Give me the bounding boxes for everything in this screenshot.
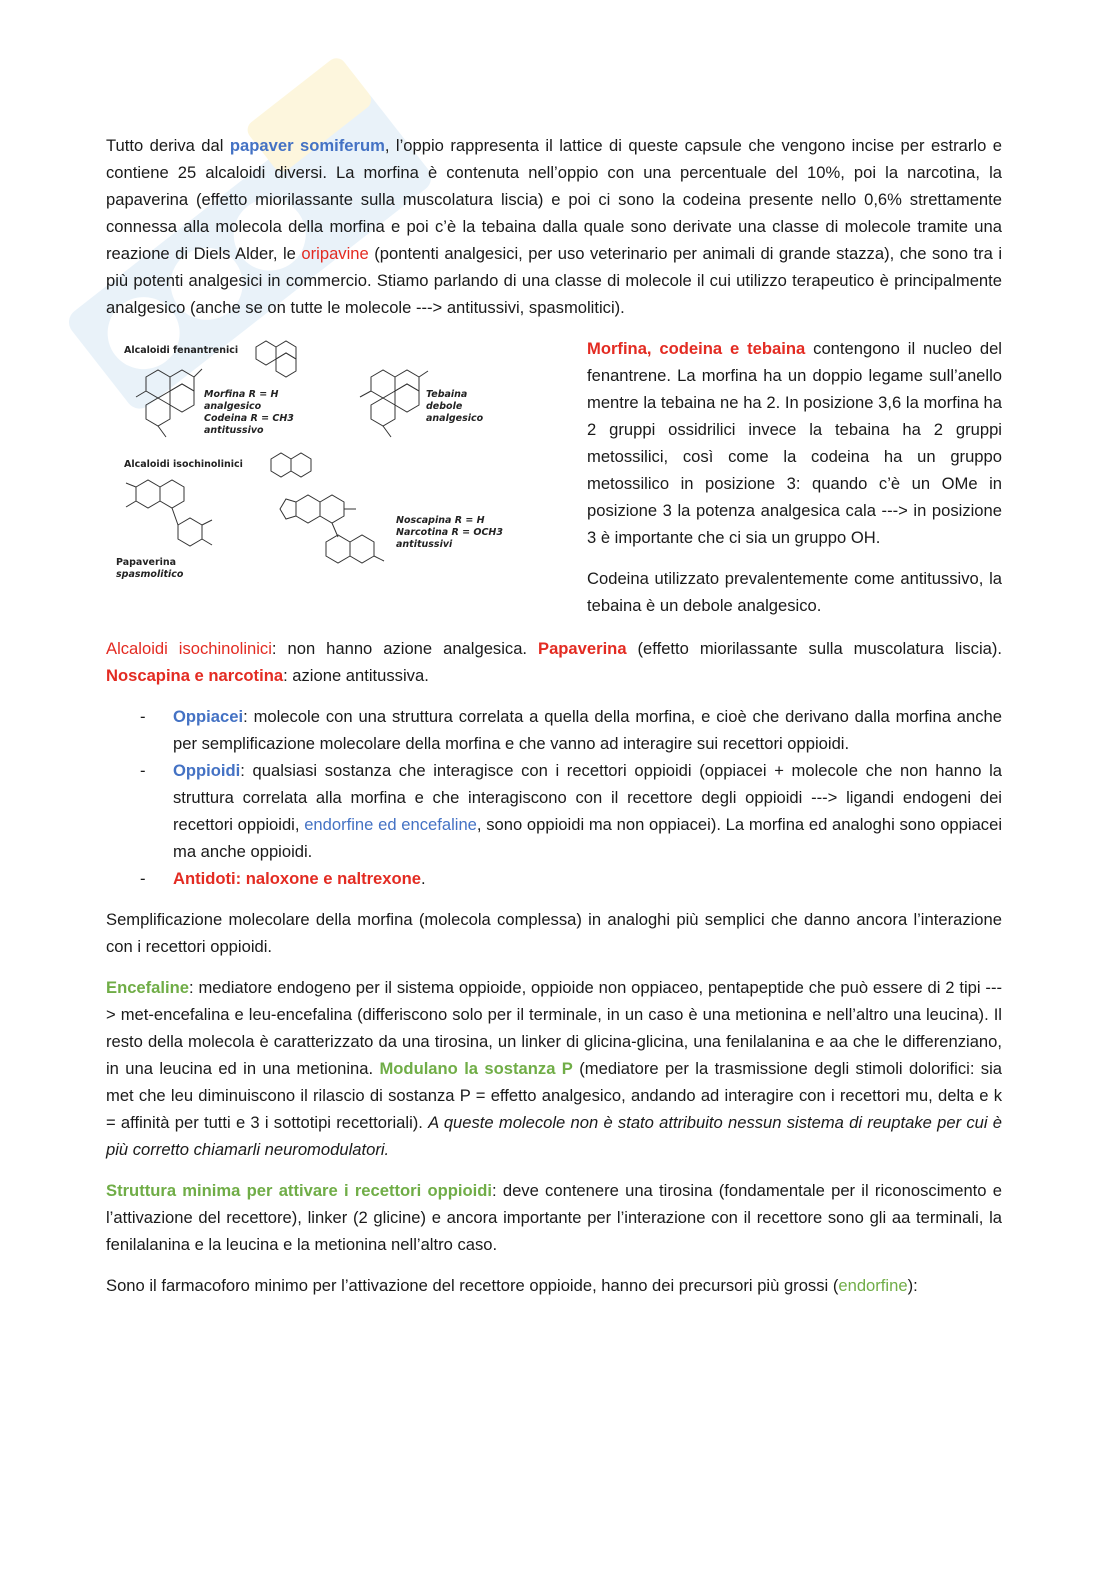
side-paragraph-1 (587, 335, 1002, 551)
encefaline-paragraph (106, 974, 1002, 1163)
text-run: Sono il farmacoforo minimo per l’attivazione del recettore oppioide, hanno dei precursori più grossi ( (106, 1276, 839, 1295)
pharmacophore-paragraph (106, 1272, 1002, 1299)
list-item (106, 703, 1002, 757)
label-morfina: Morfina R = H (204, 389, 279, 400)
label-narcotina: Narcotina R = OCH3 (396, 527, 503, 538)
text-run: ): (907, 1276, 918, 1295)
term-oppioidi: Oppioidi (173, 761, 241, 780)
text-run: : molecole con una struttura correlata a quella della morfina, e cioè che derivano dalla morfina anche per semplificazione molecolare della morfina e che vanno ad interagire sui recettori oppioidi. (173, 707, 1002, 753)
term-encefaline: Encefaline (106, 978, 190, 997)
label-antitussivi: antitussivi (396, 539, 453, 550)
alkaloid-structures-drawing (106, 337, 546, 587)
term-papaver: papaver somiferum (229, 136, 385, 155)
dash-bullet: - (140, 869, 146, 888)
label-papaverina: Papaverina (116, 557, 177, 568)
label-noscapina: Noscapina R = H (396, 515, 485, 526)
dash-bullet: - (140, 707, 146, 726)
term-oripavine: oripavine (301, 244, 369, 263)
figure-row (106, 335, 1002, 633)
term-morfina-codeina-tebaina: Morfina, codeina e tebaina (587, 339, 806, 358)
side-paragraph-2: Codeina utilizzato prevalentemente come antitussivo, la tebaina è un debole analgesico. (587, 569, 1002, 615)
term-struttura-minima: Struttura minima per attivare i recettori oppioidi (106, 1181, 492, 1200)
text-run: , l’oppio rappresenta il lattice di queste capsule che vengono incise per estrarlo e contiene 25 alcaloidi diversi. La morfina è contenuta nell’oppio con una percentuale del 10%, poi la narcotina, la papaverina (effetto miorilassante sulla muscolatura liscia) e poi ci sono la codeina presente nello 0,6% strettamente connessa alla molecola della morfina e poi c’è la tebaina dalla quale sono derivate una classe di molecole tramite una reazione di Diels Alder, le (106, 136, 1002, 263)
definition-list (106, 703, 1002, 892)
text-run: (effetto miorilassante sulla muscolatura liscia). (626, 639, 1002, 658)
text-run: , sono oppioidi ma non oppiacei). La morfina ed analoghi sono oppiacei ma anche oppioidi. (173, 815, 1003, 861)
label-analgesico-tebaina: analgesico (426, 413, 484, 424)
term-endorfine: endorfine (838, 1276, 908, 1295)
term-noscapina: Noscapina e narcotina (106, 666, 284, 685)
term-isochinolinici: Alcaloidi isochinolinici (106, 639, 272, 658)
alkaloid-structures-figure (106, 337, 546, 587)
label-debole: debole (426, 401, 463, 412)
text-run: . (421, 869, 426, 888)
text-run: (mediatore per la trasmissione degli stimoli dolorifici: sia met che leu diminuiscono il rilascio di sostanza P = effetto analgesico, andando ad interagire con i recettori mu, delta e k = affinità per tutti e 3 i sottotipi recettoriali). (106, 1059, 1003, 1132)
label-antitussivo: antitussivo (204, 425, 264, 436)
text-run: : non hanno azione analgesica. (271, 639, 538, 658)
term-sostanza-p: Modulano la sostanza P (379, 1059, 573, 1078)
figure-title-isochinolinici: Alcaloidi isochinolinici (124, 459, 243, 470)
side-text-column (587, 335, 1002, 633)
list-item (106, 865, 1002, 892)
isoquinoline-paragraph (106, 635, 1002, 689)
text-run: (pontenti analgesici, per uso veterinario per animali di grande stazza), che sono tra i più potenti analgesici in commercio. Stiamo parlando di una classe di molecole il cui utilizzo terapeutico è principalmente analgesico (anche se on tutte le molecole ---> antitussivi, spasmolitici). (106, 244, 1003, 317)
text-run: : deve contenere una tirosina (fondamentale per il riconoscimento e l’attivazione del recettore), linker (2 glicine) e ancora importante per l’interazione con il recettore sono gli aa terminali, la fenilalanina e la leucina e la metionina nell’altro caso. (106, 1181, 1002, 1254)
term-oppiacei: Oppiacei (173, 707, 244, 726)
simplification-paragraph: Semplificazione molecolare della morfina (molecola complessa) in analoghi più semplici che danno ancora l’interazione con i recettori oppioidi. (106, 910, 1002, 956)
intro-paragraph (106, 132, 1002, 321)
document-page (106, 132, 1002, 1313)
text-run: : qualsiasi sostanza che interagisce con i recettori oppioidi (oppiacei + molecole che non hanno la struttura correlata alla morfina e che interagiscono con il recettore degli oppioidi ---> ligandi endogeni dei recettori oppioidi, (173, 761, 1002, 834)
text-run: contengono il nucleo del fenantrene. La morfina ha un doppio legame sull’anello mentre la tebaina ne ha 2. In posizione 3,6 la morfina ha 2 gruppi ossidrilici invece la tebaina ha 2 gruppi metossilici, così come la codeina ha un gruppo metossilico in posizione 3: quando c’è un OMe in posizione 3 la potenza analgesica cala ---> in posizione 3 è importante che ci sia un gruppo OH. (587, 339, 1002, 547)
label-tebaina: Tebaina (426, 389, 468, 400)
label-analgesico: analgesico (204, 401, 262, 412)
label-codeina: Codeina R = CH3 (204, 413, 294, 424)
text-run: : azione antitussiva. (283, 666, 429, 685)
figure-title-fenantrenici: Alcaloidi fenantrenici (124, 345, 239, 356)
italic-note: A queste molecole non è stato attribuito nessun sistema di reuptake per cui è più corretto chiamarli neuromodulatori. (106, 1113, 1002, 1159)
term-endorfine-encefaline: endorfine ed encefaline (304, 815, 477, 834)
minimal-structure-paragraph (106, 1177, 1002, 1258)
label-spasmolitico: spasmolitico (116, 569, 184, 580)
term-antidoti: Antidoti: naloxone e naltrexone (173, 869, 422, 888)
term-papaverina: Papaverina (538, 639, 627, 658)
text-run: Tutto deriva dal (106, 136, 230, 155)
dash-bullet: - (140, 761, 146, 780)
text-run: : mediatore endogeno per il sistema oppioide, oppioide non oppiaceo, pentapeptide che può essere di 2 tipi ---> met-encefalina e leu-encefalina (differiscono solo per il terminale, in un caso è una metionina e nell’altro una leucina). Il resto della molecola è caratterizzato da una tirosina, un linker di glicina-glicina, una fenilalanina e aa che le differenziano, in una leucina ed in una metionina. (106, 978, 1002, 1078)
list-item (106, 757, 1002, 865)
